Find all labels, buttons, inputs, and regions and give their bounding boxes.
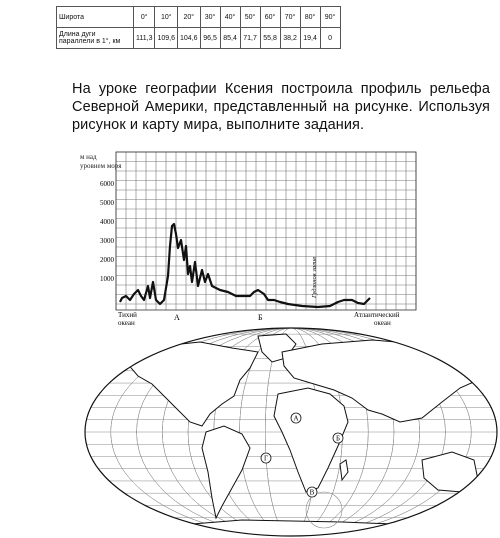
- y-tick-1000: 1000: [100, 275, 114, 283]
- row-header-latitude: Широта: [57, 7, 134, 28]
- y-tick-5000: 5000: [100, 199, 114, 207]
- latitude-cell: 50°: [240, 7, 260, 28]
- world-map: [82, 322, 500, 538]
- table-row-arc-length: [57, 28, 341, 49]
- row-header-arc-length: Длина дуги параллели в 1°, км: [57, 28, 134, 49]
- length-cell: 96,5: [200, 28, 220, 49]
- marker-b-label: Б: [335, 434, 341, 443]
- task-paragraph: На уроке географии Ксения построила профиль рельефа Северной Америки, представленный на рисунке. Используя рисунок и карту мира, выполните задания.: [72, 81, 490, 133]
- latitude-cell: 70°: [280, 7, 300, 28]
- length-cell: 109,6: [155, 28, 178, 49]
- length-cell: 0: [320, 28, 340, 49]
- y-tick-2000: 2000: [100, 256, 114, 264]
- pacific-label-2: океан: [118, 319, 135, 326]
- latitude-cell: 20°: [178, 7, 201, 28]
- latitude-cell: 0°: [134, 7, 155, 28]
- pacific-label-1: Тихий: [118, 311, 137, 319]
- marker-g-label: Г: [263, 454, 269, 463]
- length-cell: 55,8: [260, 28, 280, 49]
- relief-profile-figure: [78, 150, 418, 326]
- profile-grid: [116, 152, 416, 310]
- atlantic-label-1: Атлантический: [354, 311, 400, 319]
- y-tick-6000: 6000: [100, 180, 114, 188]
- atlantic-label-2: океан: [374, 319, 391, 326]
- point-b-label: Б: [258, 313, 263, 322]
- latitude-cell: 30°: [200, 7, 220, 28]
- marker-v-label: В: [309, 488, 315, 497]
- marker-a-label: А: [293, 414, 299, 423]
- y-tick-4000: 4000: [100, 218, 114, 226]
- length-cell: 85,4: [220, 28, 240, 49]
- latitude-cell: 40°: [220, 7, 240, 28]
- length-cell: 19,4: [300, 28, 320, 49]
- latitude-cell: 80°: [300, 7, 320, 28]
- latitude-cell: 60°: [260, 7, 280, 28]
- length-cell: 71,7: [240, 28, 260, 49]
- latitude-cell: 10°: [155, 7, 178, 28]
- point-a-label: А: [174, 313, 180, 322]
- length-cell: 111,3: [134, 28, 155, 49]
- y-tick-3000: 3000: [100, 237, 114, 245]
- y-axis-title-line1: м над: [80, 153, 97, 161]
- length-cell: 38,2: [280, 28, 300, 49]
- table-row-latitude: [57, 7, 341, 28]
- antarctica-outline: [122, 520, 462, 538]
- latitude-arc-table: [56, 6, 341, 49]
- hudson-bay-label: Гудзонов залив: [311, 257, 318, 298]
- length-cell: 104,6: [178, 28, 201, 49]
- latitude-cell: 90°: [320, 7, 340, 28]
- y-axis-title-line2: уровнем моря: [80, 162, 122, 170]
